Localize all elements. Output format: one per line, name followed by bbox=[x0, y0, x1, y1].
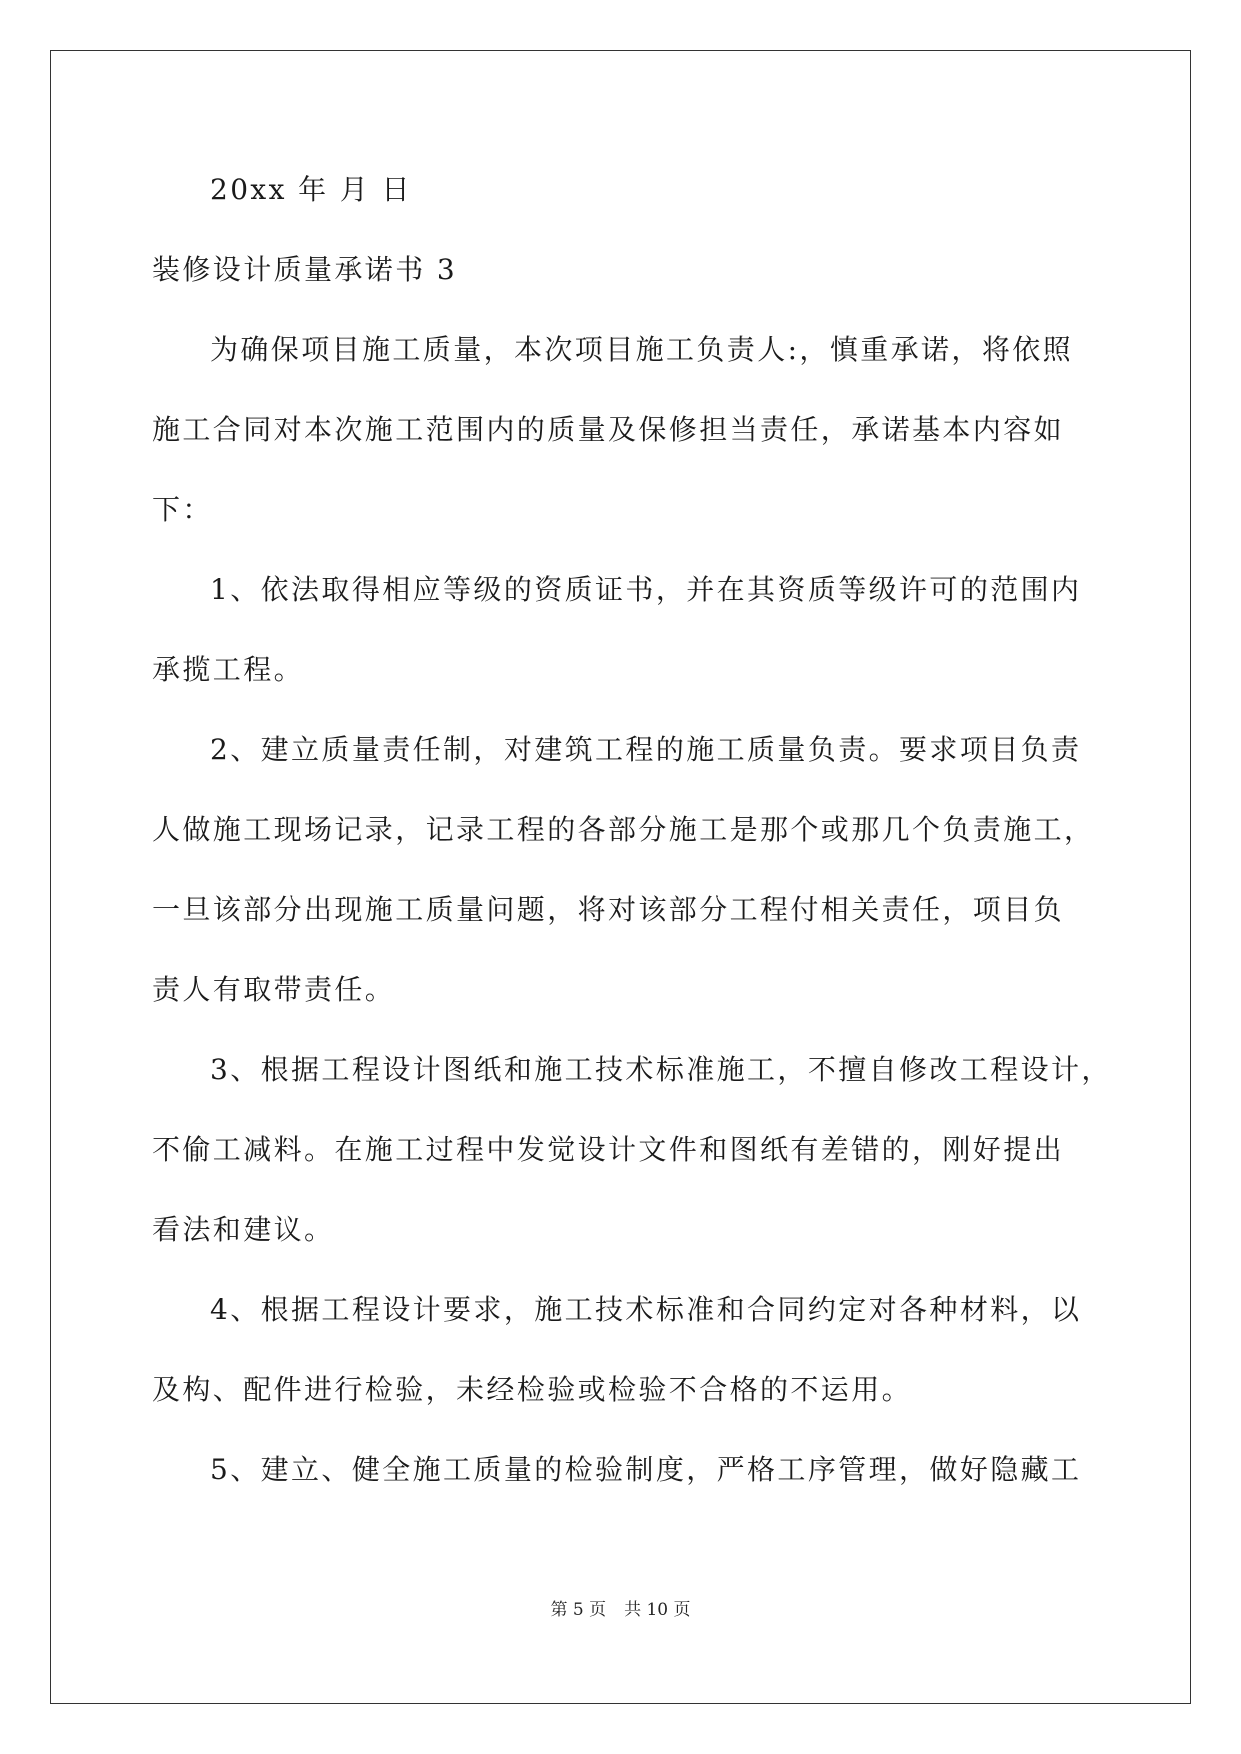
paragraph-line: 及构、配件进行检验，未经检验或检验不合格的不运用。 bbox=[152, 1373, 913, 1406]
paragraph-line: 一旦该部分出现施工质量问题，将对该部分工程付相关责任，项目负 bbox=[152, 893, 1065, 926]
paragraph-line: 2、建立质量责任制，对建筑工程的施工质量负责。要求项目负责 bbox=[210, 733, 1082, 766]
paragraph-line: 4、根据工程设计要求，施工技术标准和合同约定对各种材料，以 bbox=[210, 1293, 1082, 1326]
paragraph-line: 承揽工程。 bbox=[152, 653, 305, 686]
paragraph-line: 1、依法取得相应等级的资质证书，并在其资质等级许可的范围内 bbox=[210, 573, 1082, 606]
paragraph-line: 人做施工现场记录，记录工程的各部分施工是那个或那几个负责施工， bbox=[152, 813, 1095, 846]
paragraph-line: 为确保项目施工质量，本次项目施工负责人:，慎重承诺，将依照 bbox=[210, 333, 1074, 366]
paragraph-line: 3、根据工程设计图纸和施工技术标准施工，不擅自修改工程设计， bbox=[210, 1053, 1112, 1086]
date-line: 20xx 年 月 日 bbox=[210, 173, 412, 206]
paragraph-line: 看法和建议。 bbox=[152, 1213, 335, 1246]
paragraph-line: 施工合同对本次施工范围内的质量及保修担当责任，承诺基本内容如 bbox=[152, 413, 1065, 446]
page-number: 第 5 页 bbox=[550, 1600, 607, 1620]
paragraph-line: 不偷工减料。在施工过程中发觉设计文件和图纸有差错的，刚好提出 bbox=[152, 1133, 1065, 1166]
page-footer bbox=[0, 1598, 1241, 1622]
paragraph-line: 下： bbox=[152, 493, 213, 526]
page-total: 共 10 页 bbox=[624, 1600, 691, 1620]
paragraph-line: 5、建立、健全施工质量的检验制度，严格工序管理，做好隐藏工 bbox=[210, 1453, 1082, 1486]
paragraph-line: 责人有取带责任。 bbox=[152, 973, 396, 1006]
section-title: 装修设计质量承诺书 3 bbox=[152, 253, 458, 286]
